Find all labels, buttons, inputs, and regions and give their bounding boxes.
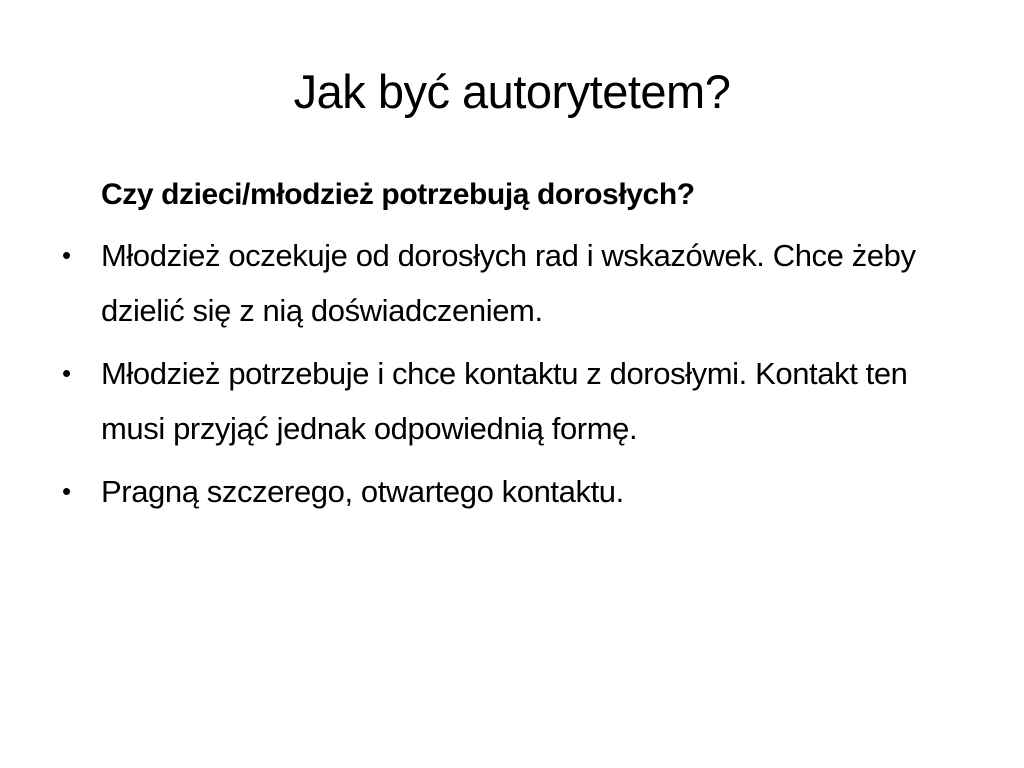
bullet-icon: • <box>62 240 71 270</box>
bullet-text: Młodzież oczekuje od dorosłych rad i wskazówek. Chce żeby dzielić się z nią doświadczeniem. <box>101 238 916 328</box>
bullet-item <box>60 464 940 519</box>
slide-title: Jak być autorytetem? <box>293 65 731 118</box>
bullet-text: Młodzież potrzebuje i chce kontaktu z dorosłymi. Kontakt ten musi przyjąć jednak odpowiednią formę. <box>101 356 908 446</box>
slide-subheading: Czy dzieci/młodzież potrzebują dorosłych? <box>101 178 695 211</box>
bullet-item <box>60 346 940 456</box>
bullet-icon: • <box>62 358 71 388</box>
bullet-icon: • <box>62 476 71 506</box>
bullet-list <box>60 228 940 519</box>
bullet-text: Pragną szczerego, otwartego kontaktu. <box>101 474 624 509</box>
bullet-item <box>60 228 940 338</box>
slide-content <box>60 170 940 527</box>
